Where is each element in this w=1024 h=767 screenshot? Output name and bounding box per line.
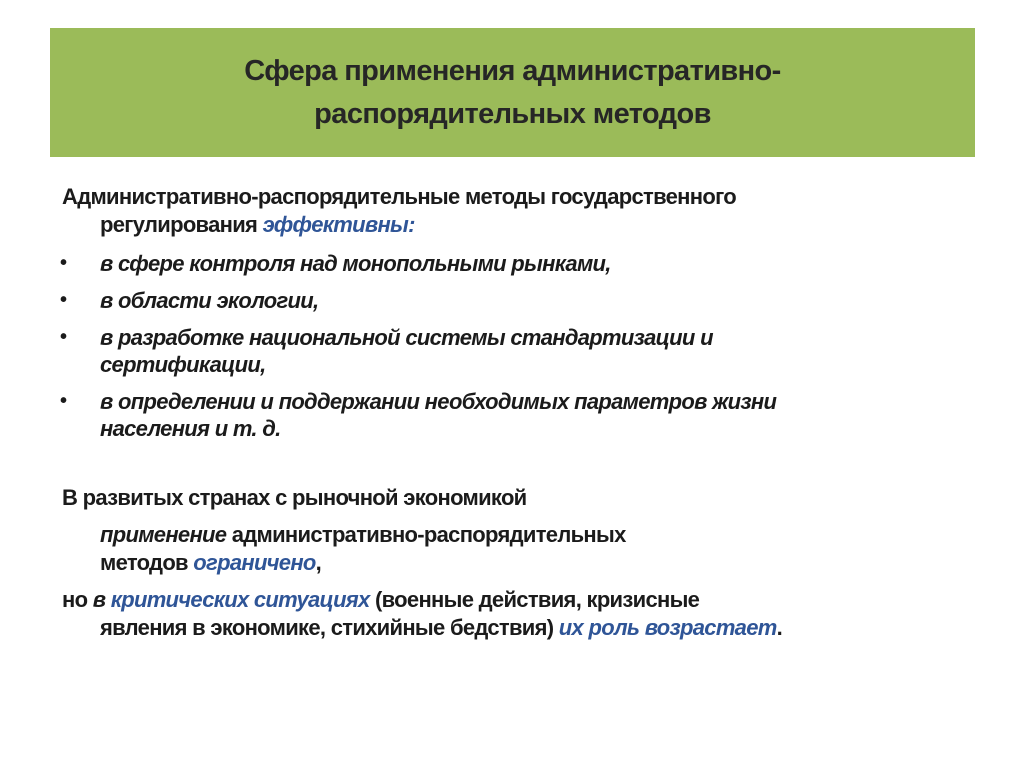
highlight: критических ситуациях [110,587,370,612]
highlight: ограничено [193,550,316,575]
bullet-item-4-line-2: населения и т. д. [100,416,281,441]
bullet-item-3-line-1: в разработке национальной системы стандартизации и [100,325,713,350]
bullet-item-4-line-1: в определении и поддержании необходимых параметров жизни [100,389,777,414]
intro-text: регулирования [100,212,263,237]
intro-line-1: Административно-распорядительные методы государственного [62,184,736,209]
bullet-item-2: в области экологии, [100,288,319,313]
text: явления в экономике, стихийные бедствия) [100,615,559,640]
developed-line-1: В развитых странах с рыночной экономикой [62,485,527,510]
bullet-icon: • [60,326,68,348]
italic-word: применение [100,522,227,547]
text: административно-распорядительных [226,522,626,547]
italic-word: в [92,587,111,612]
developed-line-3 [100,550,321,576]
slide-title-bar [50,28,975,157]
bullet-icon: • [60,390,68,412]
slide-title-line-2: распорядительных методов [314,97,711,130]
bullet-item-1: в сфере контроля над монопольными рынками, [100,251,611,276]
developed-line-5 [100,615,782,641]
text: . [776,615,783,640]
bullet-icon: • [60,289,68,311]
text: методов [100,550,194,575]
bullet-item-3-line-2: сертификации, [100,352,266,377]
intro-line-2 [100,212,415,238]
text: (военные действия, кризисные [369,587,700,612]
bullet-icon: • [60,252,68,274]
intro-highlight: эффективны: [262,212,415,237]
text: , [315,550,322,575]
text: но [62,587,93,612]
slide-title-line-1: Сфера применения административно- [244,54,781,87]
developed-line-2 [100,522,626,548]
highlight: их роль возрастает [558,615,777,640]
developed-line-4 [62,587,699,613]
